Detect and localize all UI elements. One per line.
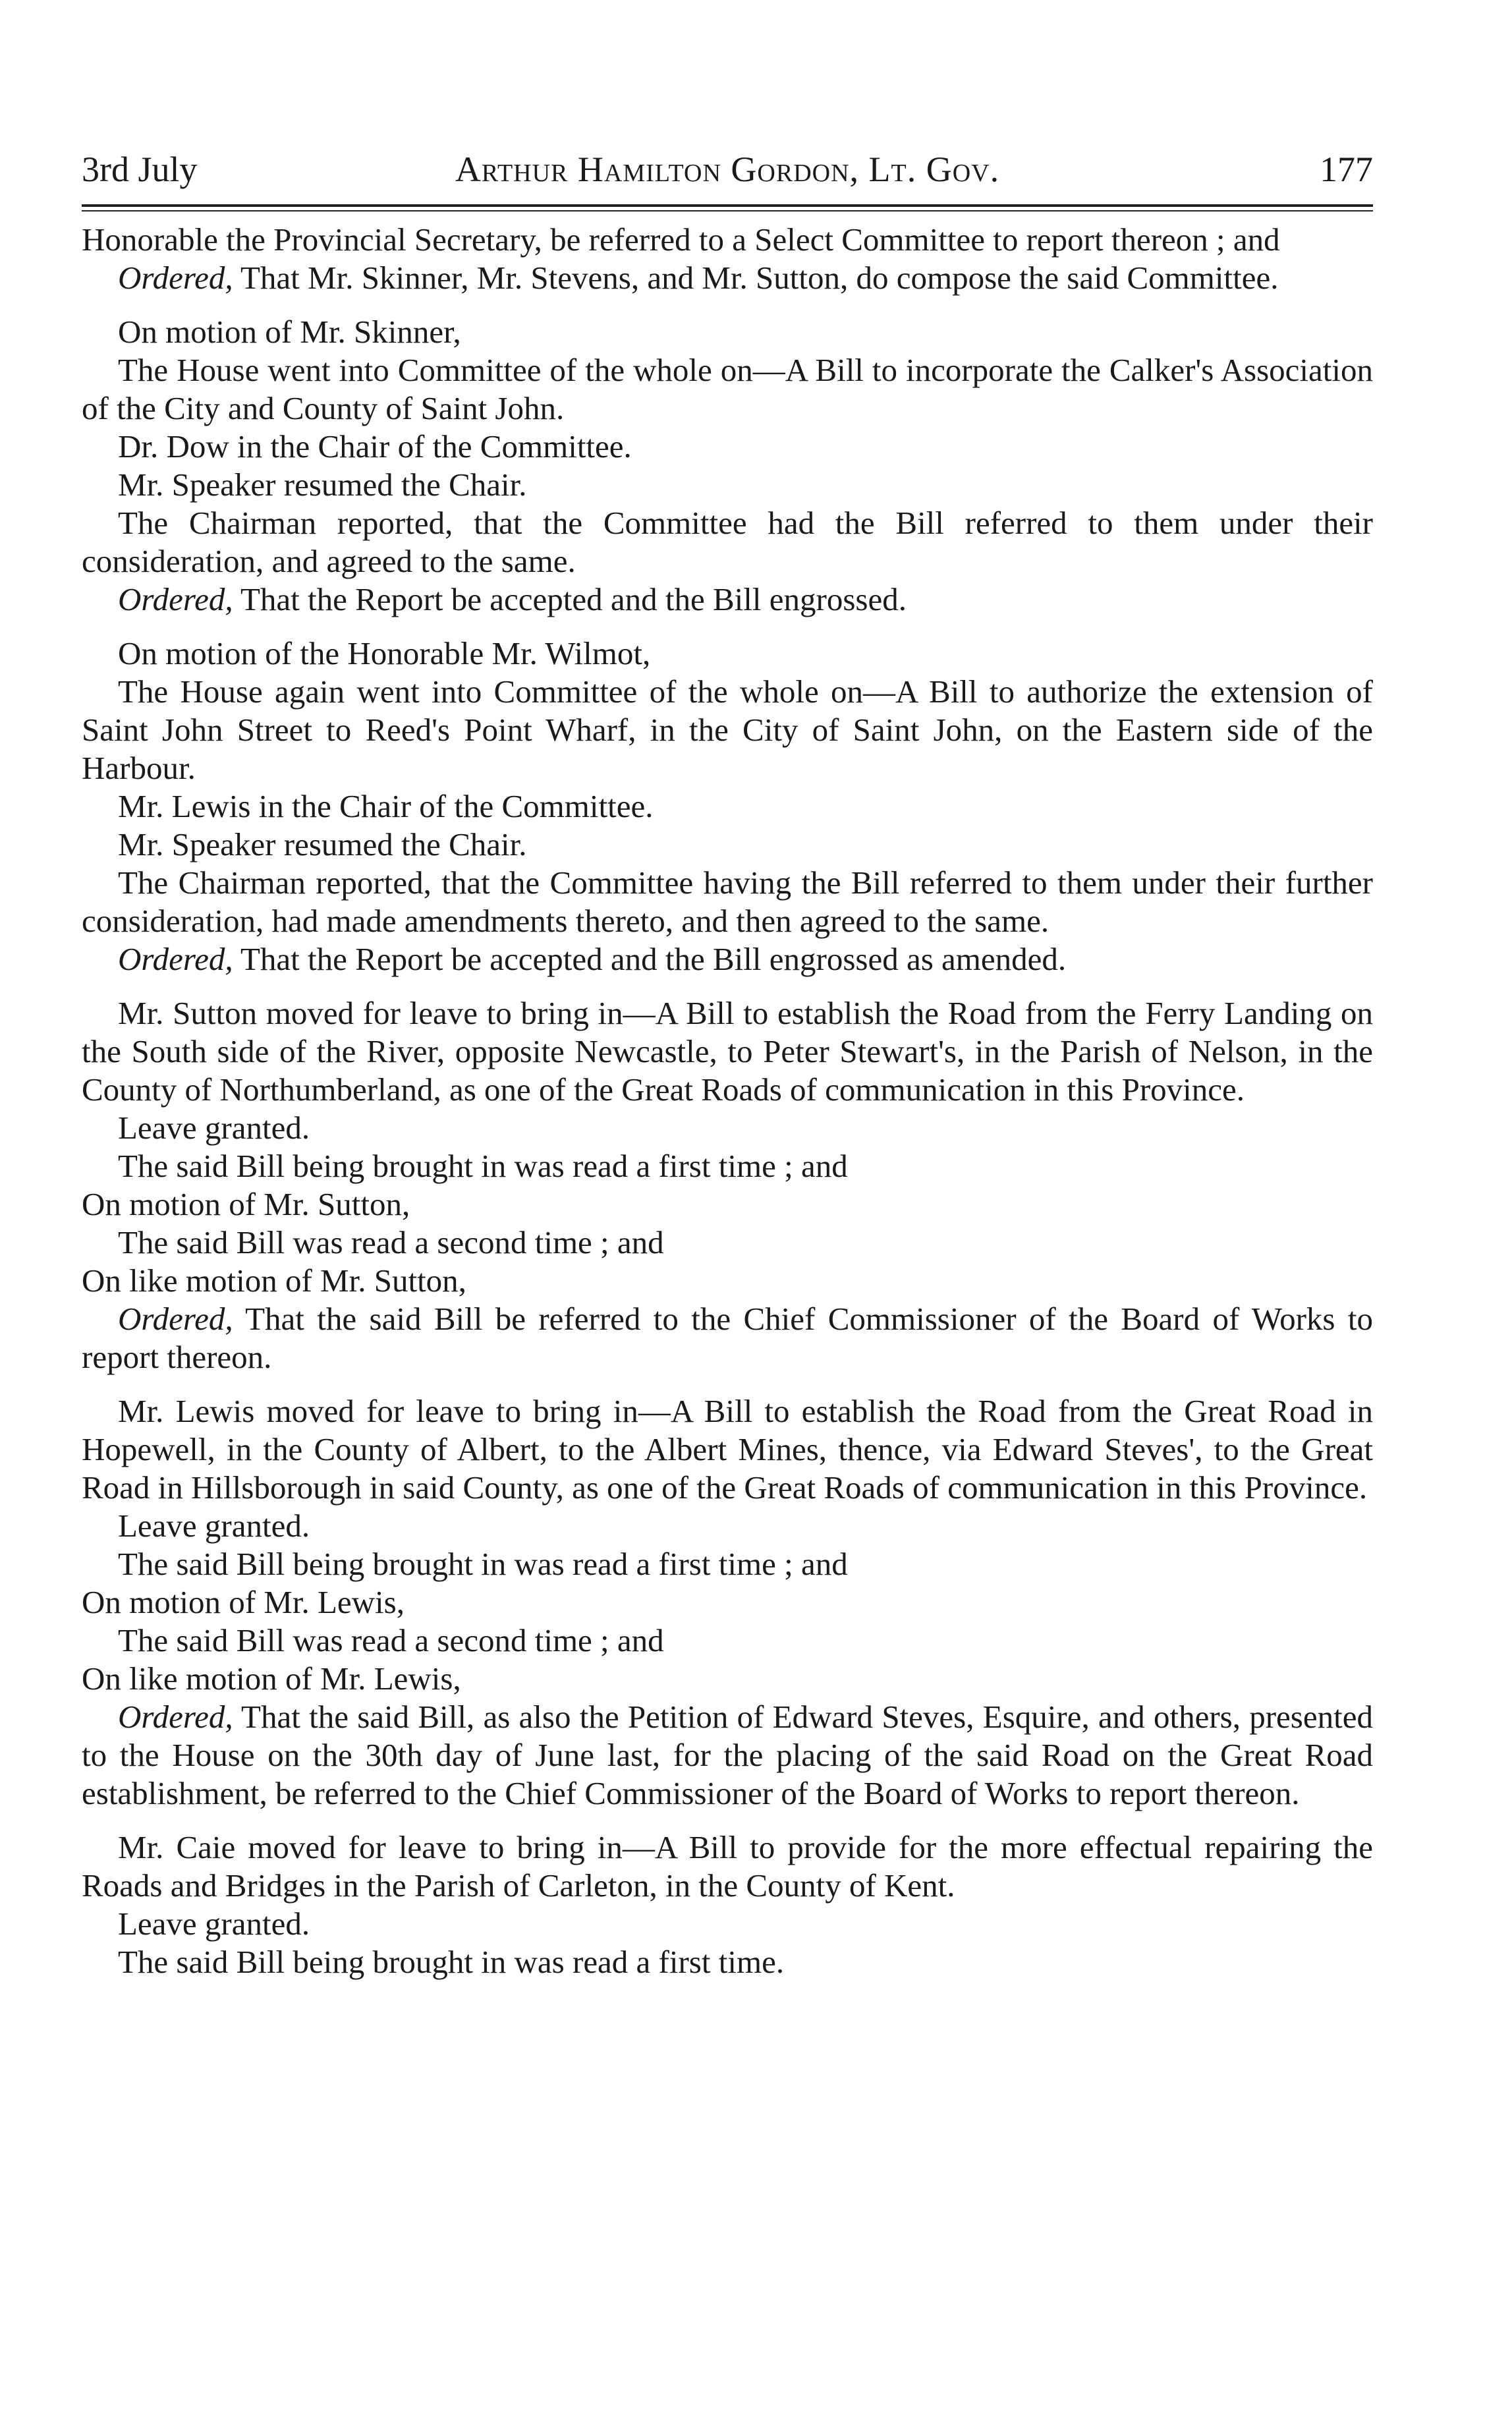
- journal-paragraph: [82, 1224, 1373, 1262]
- journal-paragraph: [82, 1583, 1373, 1622]
- paragraph-text: The said Bill being brought in was read a first time ; and: [118, 1546, 848, 1582]
- journal-paragraph: [82, 1545, 1373, 1583]
- journal-paragraph: [82, 1622, 1373, 1660]
- journal-paragraph: [82, 1109, 1373, 1147]
- paragraph-text: Mr. Sutton moved for leave to bring in—A Bill to establish the Road from the Ferry Landing on the South side of the River, opposite Newcastle, to Peter Stewart's, in the Parish of Nelson, in the County of Northumberland, as one of the Great Roads of communication in this Province.: [82, 995, 1373, 1108]
- journal-paragraph: [82, 864, 1373, 940]
- journal-paragraph: [82, 1185, 1373, 1224]
- paragraph-text: That the said Bill be referred to the Chief Commissioner of the Board of Works to report thereon.: [82, 1301, 1373, 1375]
- paragraph-text: Mr. Caie moved for leave to bring in—A Bill to provide for the more effectual repairing the Roads and Bridges in the Parish of Carleton, in the County of Kent.: [82, 1829, 1373, 1904]
- ordered-label: Ordered,: [118, 1699, 233, 1735]
- paragraph-text: The House went into Committee of the whole on—A Bill to incorporate the Calker's Association of the City and County of Saint John.: [82, 352, 1373, 426]
- paragraph-text: Dr. Dow in the Chair of the Committee.: [118, 428, 632, 465]
- journal-paragraph: [82, 504, 1373, 580]
- ordered-label: Ordered,: [118, 260, 233, 296]
- journal-paragraph: [82, 1392, 1373, 1507]
- journal-paragraph: [82, 1905, 1373, 1943]
- journal-paragraph: [82, 313, 1373, 351]
- journal-paragraph: [82, 826, 1373, 864]
- paragraph-text: The Chairman reported, that the Committee having the Bill referred to them under their further consideration, had made amendments thereto, and then agreed to the same.: [82, 864, 1373, 939]
- paragraph-text: The Chairman reported, that the Committee had the Bill referred to them under their consideration, and agreed to the same.: [82, 505, 1373, 579]
- paragraph-text: The said Bill was read a second time ; and: [118, 1224, 664, 1260]
- journal-paragraph: [82, 1698, 1373, 1813]
- paragraph-text: Mr. Lewis in the Chair of the Committee.: [118, 788, 654, 824]
- paragraph-text: The House again went into Committee of the whole on—A Bill to authorize the extension of Saint John Street to Reed's Point Wharf, in the City of Saint John, on the Eastern side of the Harbour.: [82, 673, 1373, 786]
- paragraph-text: On motion of Mr. Lewis,: [82, 1584, 405, 1620]
- journal-paragraph: [82, 787, 1373, 826]
- journal-paragraph: [82, 1660, 1373, 1698]
- header-title: Arthur Hamilton Gordon, Lt. Gov.: [455, 150, 1000, 189]
- paragraph-text: Mr. Lewis moved for leave to bring in—A Bill to establish the Road from the Great Road in Hopewell, in the County of Albert, to the Albert Mines, thence, via Edward Steves', to the Great Road in Hillsborough in said County, as one of the Great Roads of communication in this Province.: [82, 1393, 1373, 1506]
- journal-paragraph: [82, 259, 1373, 297]
- journal-paragraph: [82, 994, 1373, 1109]
- paragraph-text: The said Bill being brought in was read a first time ; and: [118, 1148, 848, 1184]
- paragraph-text: Leave granted.: [118, 1110, 310, 1146]
- paragraph-text: That the said Bill, as also the Petition of Edward Steves, Esquire, and others, presented to the House on the 30th day of June last, for the placing of the said Road on the Great Road establishment, be referred to the Chief Commissioner of the Board of Works to report thereon.: [82, 1699, 1373, 1811]
- page-number: 177: [1320, 150, 1373, 189]
- paragraph-text: On like motion of Mr. Sutton,: [82, 1262, 466, 1299]
- running-header: [82, 146, 1373, 192]
- header-double-rule: [82, 204, 1373, 212]
- paragraph-text: On motion of Mr. Sutton,: [82, 1186, 410, 1222]
- journal-paragraph: [82, 673, 1373, 787]
- journal-paragraph: [82, 1300, 1373, 1376]
- paragraph-text: On like motion of Mr. Lewis,: [82, 1660, 461, 1697]
- journal-paragraph: [82, 221, 1373, 259]
- header-date: 3rd July: [82, 150, 198, 189]
- ordered-label: Ordered,: [118, 1301, 233, 1337]
- paragraph-text: Mr. Speaker resumed the Chair.: [118, 466, 527, 503]
- journal-paragraph: [82, 428, 1373, 466]
- journal-paragraph: [82, 1507, 1373, 1545]
- journal-body: [82, 221, 1373, 1981]
- ordered-label: Ordered,: [118, 581, 233, 617]
- paragraph-text: That the Report be accepted and the Bill engrossed.: [233, 581, 907, 617]
- ordered-label: Ordered,: [118, 941, 233, 977]
- paragraph-text: The said Bill was read a second time ; and: [118, 1622, 664, 1658]
- journal-paragraph: [82, 1943, 1373, 1981]
- journal-paragraph: [82, 466, 1373, 504]
- paragraph-text: Mr. Speaker resumed the Chair.: [118, 826, 527, 862]
- journal-paragraph: [82, 1147, 1373, 1185]
- paragraph-text: Leave granted.: [118, 1906, 310, 1942]
- paragraph-text: The said Bill being brought in was read a first time.: [118, 1944, 785, 1980]
- journal-paragraph: [82, 1828, 1373, 1905]
- paragraph-text: That the Report be accepted and the Bill engrossed as amended.: [233, 941, 1067, 977]
- journal-paragraph: [82, 940, 1373, 978]
- journal-paragraph: [82, 635, 1373, 673]
- paragraph-text: That Mr. Skinner, Mr. Stevens, and Mr. Sutton, do compose the said Committee.: [233, 260, 1279, 296]
- paragraph-text: On motion of Mr. Skinner,: [118, 314, 461, 350]
- journal-paragraph: [82, 351, 1373, 428]
- journal-paragraph: [82, 1262, 1373, 1300]
- journal-paragraph: [82, 580, 1373, 619]
- paragraph-text: Leave granted.: [118, 1508, 310, 1544]
- journal-page: [82, 146, 1373, 1981]
- paragraph-text: On motion of the Honorable Mr. Wilmot,: [118, 635, 651, 671]
- paragraph-text: Honorable the Provincial Secretary, be referred to a Select Committee to report thereon ; and: [82, 221, 1280, 258]
